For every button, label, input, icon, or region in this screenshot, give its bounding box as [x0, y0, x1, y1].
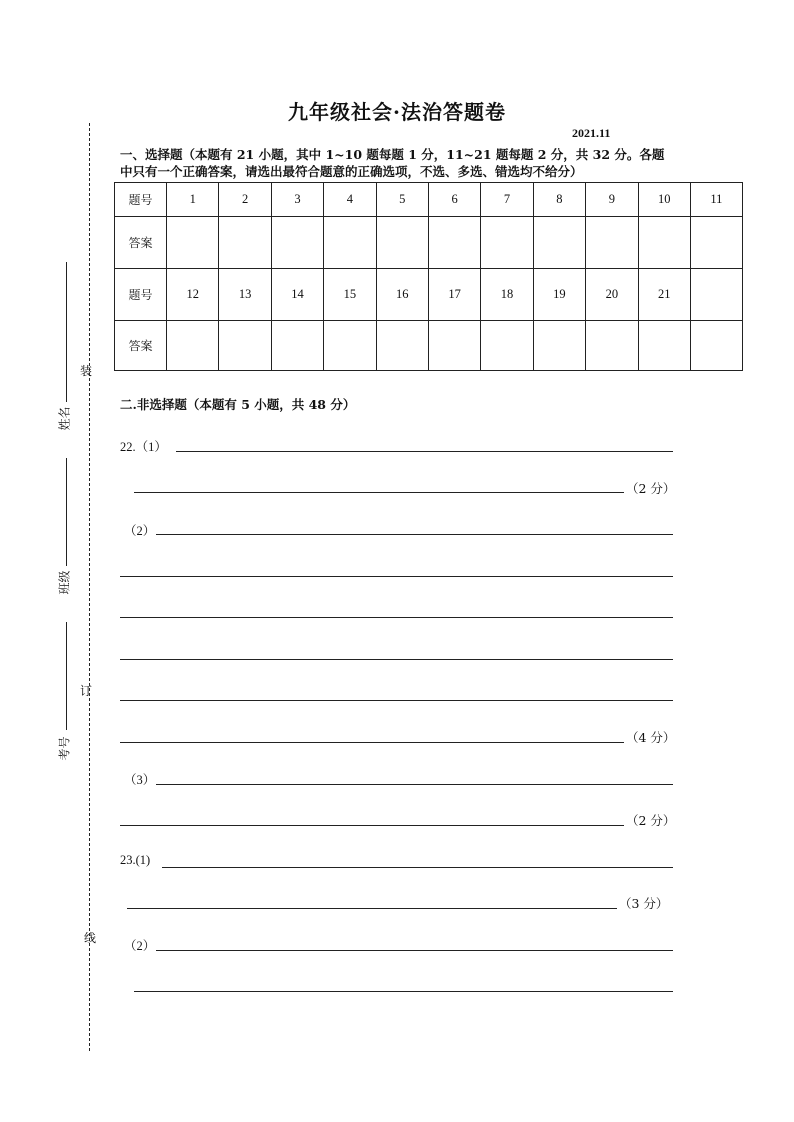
question-number-cell: 9 — [586, 183, 638, 217]
seal-char-xian: 线 — [84, 931, 97, 945]
section1-line1: 一、选择题（本题有 21 小题，其中 1~10 题每题 1 分，11~21 题每题 2 分，共 32 分。各题 — [120, 147, 665, 162]
question-number-cell: 1 — [167, 183, 219, 217]
row-label-number: 题号 — [115, 183, 167, 217]
question-number-cell: 2 — [219, 183, 271, 217]
question-number-cell: 11 — [690, 183, 742, 217]
answer-line[interactable] — [134, 991, 673, 992]
section1-instructions — [120, 146, 680, 180]
name-label: 姓名 — [57, 406, 72, 431]
table-row-numbers-1 — [115, 183, 743, 217]
answer-line[interactable] — [176, 451, 673, 452]
answer-cell[interactable] — [219, 321, 271, 371]
answer-cell[interactable] — [376, 321, 428, 371]
answer-cell[interactable] — [428, 321, 480, 371]
answer-cell[interactable] — [324, 321, 376, 371]
answer-line[interactable] — [120, 576, 673, 577]
score-label: （3 分） — [619, 896, 669, 911]
answer-line[interactable] — [120, 659, 673, 660]
question-number-cell: 16 — [376, 269, 428, 321]
answer-cell[interactable] — [167, 217, 219, 269]
name-field-line[interactable] — [66, 262, 67, 402]
question-number-cell: 18 — [481, 269, 533, 321]
class-label: 班级 — [57, 570, 72, 595]
class-field-line[interactable] — [66, 458, 67, 566]
q22-3-label: （3） — [124, 773, 156, 787]
answer-line[interactable] — [156, 784, 673, 785]
answer-line[interactable] — [120, 617, 673, 618]
row-label-number: 题号 — [115, 269, 167, 321]
question-number-cell: 19 — [533, 269, 585, 321]
answer-cell[interactable] — [481, 321, 533, 371]
answer-cell[interactable] — [638, 217, 690, 269]
question-number-cell: 14 — [271, 269, 323, 321]
exam-number-field-line[interactable] — [66, 622, 67, 730]
question-number-cell: 10 — [638, 183, 690, 217]
answer-cell[interactable] — [586, 217, 638, 269]
answer-cell[interactable] — [271, 321, 323, 371]
exam-number-label: 考号 — [57, 736, 72, 761]
answer-cell[interactable] — [533, 217, 585, 269]
answer-cell[interactable] — [481, 217, 533, 269]
table-row-answers-2 — [115, 321, 743, 371]
table-row-numbers-2 — [115, 269, 743, 321]
question-number-cell: 7 — [481, 183, 533, 217]
seal-char-ding: 订 — [80, 684, 93, 698]
question-number-cell: 20 — [586, 269, 638, 321]
table-row-answers-1 — [115, 217, 743, 269]
question-number-cell: 3 — [271, 183, 323, 217]
row-label-answer: 答案 — [115, 217, 167, 269]
exam-date: 2021.11 — [572, 126, 611, 140]
answer-line[interactable] — [156, 534, 673, 535]
answer-line[interactable] — [162, 867, 673, 868]
seal-char-zhuang: 装 — [80, 364, 93, 378]
answer-line[interactable] — [120, 825, 624, 826]
answer-cell[interactable] — [533, 321, 585, 371]
answer-cell[interactable] — [376, 217, 428, 269]
answer-cell[interactable] — [690, 321, 742, 371]
question-number-cell: 8 — [533, 183, 585, 217]
answer-cell[interactable] — [638, 321, 690, 371]
question-number-cell: 15 — [324, 269, 376, 321]
answer-line[interactable] — [134, 492, 624, 493]
section1-line2: 中只有一个正确答案，请选出最符合题意的正确选项，不选、多选、错选均不给分） — [120, 164, 583, 179]
answer-line[interactable] — [156, 950, 673, 951]
answer-cell[interactable] — [271, 217, 323, 269]
row-label-answer: 答案 — [115, 321, 167, 371]
question-number-cell: 17 — [428, 269, 480, 321]
answer-line[interactable] — [127, 908, 617, 909]
answer-cell[interactable] — [167, 321, 219, 371]
q22-2-label: （2） — [124, 524, 156, 538]
answer-cell[interactable] — [219, 217, 271, 269]
question-number-cell: 12 — [167, 269, 219, 321]
question-number-cell — [690, 269, 742, 321]
binding-dashed-line — [89, 123, 90, 1051]
score-label: （2 分） — [626, 813, 676, 828]
question-number-cell: 4 — [324, 183, 376, 217]
score-label: （2 分） — [626, 481, 676, 496]
question-number-cell: 6 — [428, 183, 480, 217]
q23-2-label: （2） — [124, 939, 156, 953]
q23-label: 23.(1) — [120, 853, 151, 867]
answer-cell[interactable] — [428, 217, 480, 269]
section2-heading: 二.非选择题（本题有 5 小题，共 48 分） — [120, 397, 356, 412]
q22-label: 22.（1） — [120, 440, 167, 454]
answer-line[interactable] — [120, 742, 624, 743]
answer-line[interactable] — [120, 700, 673, 701]
question-number-cell: 5 — [376, 183, 428, 217]
page-title: 九年级社会·法治答题卷 — [288, 100, 506, 124]
question-number-cell: 13 — [219, 269, 271, 321]
answer-cell[interactable] — [586, 321, 638, 371]
score-label: （4 分） — [626, 730, 676, 745]
question-number-cell: 21 — [638, 269, 690, 321]
answer-grid — [114, 182, 743, 371]
answer-cell[interactable] — [690, 217, 742, 269]
answer-cell[interactable] — [324, 217, 376, 269]
